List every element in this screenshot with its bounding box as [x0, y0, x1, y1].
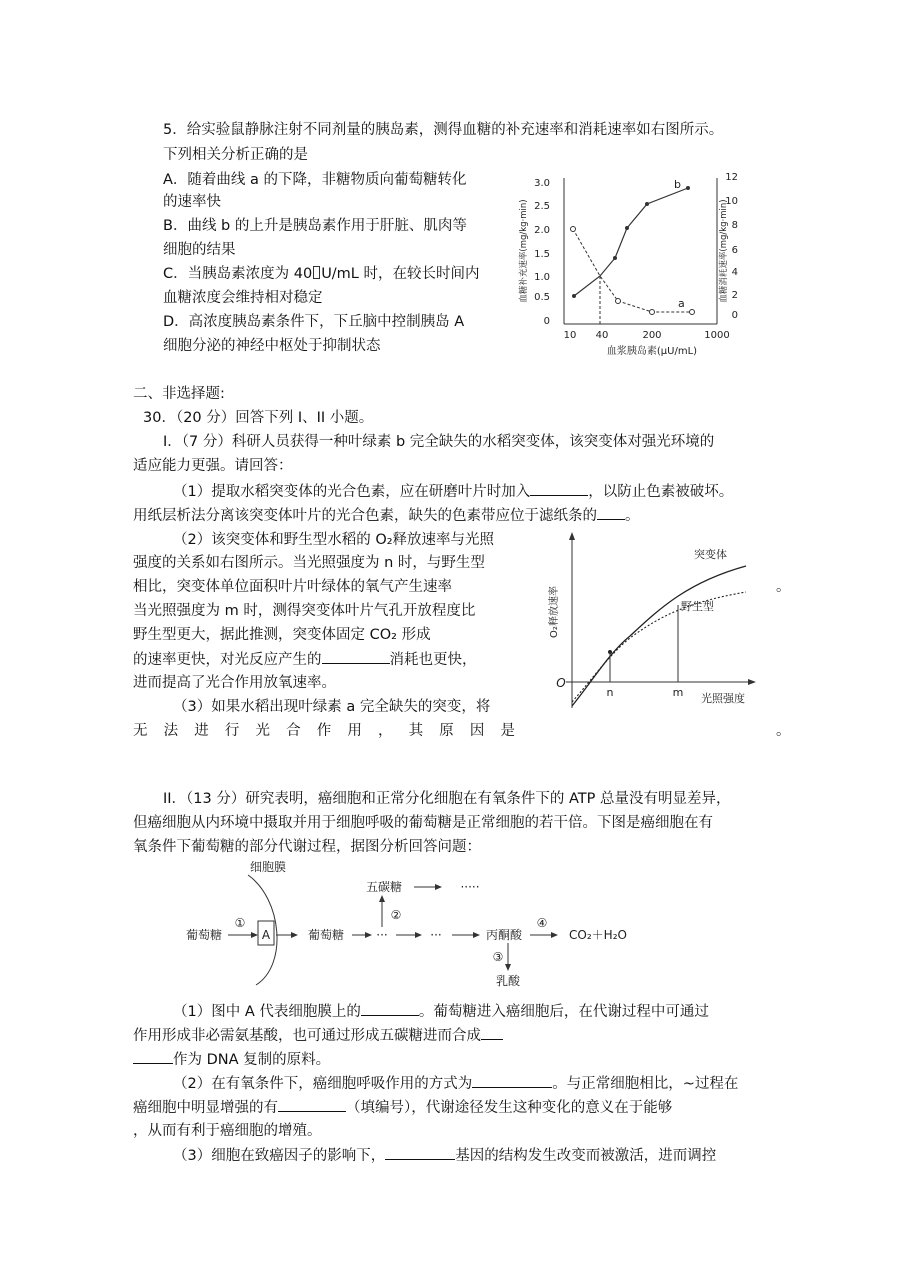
spaced-char: 因 — [469, 723, 485, 739]
arrowhead — [551, 932, 558, 938]
curve-a-point — [650, 310, 655, 315]
curve-a-point — [571, 227, 576, 232]
membrane-label: 细胞膜 — [249, 860, 287, 874]
answer-blank[interactable] — [385, 1145, 455, 1160]
y-axis-label: O₂释放速率 — [549, 586, 560, 638]
q30-i-part2-l1: （2）该突变体和野生型水稻的 O₂释放速率与光照 — [173, 532, 495, 548]
right-tick: 0 — [731, 310, 738, 321]
right-tick: 12 — [725, 172, 738, 183]
period-mark: 。 — [776, 723, 791, 739]
spaced-text — [133, 721, 515, 741]
spaced-char: 进 — [194, 723, 209, 739]
pentose-label: 五碳糖 — [365, 880, 403, 894]
dots-3: ····· — [460, 880, 480, 894]
n-label: n — [606, 686, 614, 699]
pathway-diagram — [170, 857, 690, 987]
o2-chart — [548, 530, 758, 720]
x-axis-label: 光照强度 — [701, 692, 745, 705]
q30-i-part3-l2 — [133, 721, 515, 741]
q30-ii-q1-l2 — [133, 1025, 503, 1046]
q30-i-part3-l1: （3）如果水稻出现叶绿素 a 完全缺失的突变，将 — [173, 699, 491, 715]
q5-option-c-cont: 血糖浓度会维持相对稳定 — [163, 290, 323, 306]
answer-blank[interactable] — [597, 505, 625, 520]
co2-water-label: CO₂＋H₂O — [569, 928, 627, 942]
right-tick: 8 — [731, 220, 738, 231]
x-tick: 10 — [563, 330, 577, 341]
step-1-label: ① — [234, 916, 246, 930]
lactate-label: 乳酸 — [495, 974, 521, 987]
answer-blank[interactable] — [472, 1073, 552, 1088]
glucose-outside: 葡萄糖 — [185, 928, 223, 942]
left-tick: 3.0 — [534, 178, 550, 189]
q1-text-d: 作为 DNA 复制的原料。 — [173, 1052, 331, 1068]
q30-ii-q2-l1 — [173, 1073, 738, 1094]
q30-i-part2-l6 — [133, 649, 477, 670]
q2-text-d: （填编号），代谢途径发生这种变化的意义在于能够 — [346, 1100, 673, 1116]
spaced-char: 其 — [408, 723, 424, 739]
spaced-char: 行 — [224, 723, 240, 739]
wild-type-curve — [572, 592, 746, 702]
spaced-char: ， — [378, 723, 393, 739]
answer-blank[interactable] — [133, 1049, 173, 1064]
insulin-chart — [512, 166, 752, 366]
right-tick: 6 — [731, 245, 738, 256]
curve-b-point — [572, 294, 576, 298]
x-tick: 200 — [642, 330, 662, 341]
part1-text-d: 。 — [625, 508, 640, 524]
q30-i-part2-l7: 进而提高了光合作用放氧速率。 — [133, 675, 336, 691]
part1-text-a: （1）提取水稻突变体的光合色素，应在研磨叶片时加入 — [173, 484, 531, 500]
curve-a-label: a — [678, 297, 685, 310]
pyruvate-label: 丙酮酸 — [485, 928, 523, 942]
section-title: 二、非选择题: — [133, 386, 225, 402]
step-2-label: ② — [390, 908, 402, 922]
right-axis-label: 血糖消耗速率(mg/kg·min) — [719, 199, 729, 303]
q2-text-a: （2）在有氧条件下，癌细胞呼吸作用的方式为 — [173, 1076, 473, 1092]
q5-option-b: B．曲线 b 的上升是胰岛素作用于肝脏、肌肉等 — [163, 218, 467, 234]
glucose-inside: 葡萄糖 — [307, 928, 345, 942]
q30-ii-q3-l1 — [173, 1145, 716, 1166]
answer-blank[interactable] — [530, 481, 588, 496]
curve-a-point — [616, 299, 621, 304]
q30-ii-head-l2: 但癌细胞从内环境中摄取并用于细胞呼吸的葡萄糖是正常细胞的若干倍。下图是癌细胞在有 — [133, 815, 713, 831]
arrowhead — [415, 932, 422, 938]
spaced-char: 作 — [316, 723, 332, 739]
y-axis-arrow — [569, 532, 575, 540]
q5-stem-line1: 5．给实验鼠静脉注射不同剂量的胰岛素，测得血糖的补充速率和消耗速率如右图所示。 — [163, 122, 724, 138]
x-tick: 1000 — [704, 330, 730, 341]
q5-option-a: A．随着曲线 a 的下降，非糖物质向葡萄糖转化 — [163, 172, 467, 188]
q30-i-part2-l5: 野生型更大，据此推测，突变体固定 CO₂ 形成 — [133, 627, 431, 643]
left-tick: 0 — [543, 316, 550, 327]
right-tick: 2 — [731, 290, 738, 301]
spaced-char: 无 — [133, 723, 148, 739]
q30-i-head-cont: 适应能力更强。请回答： — [133, 458, 293, 474]
arrowhead — [379, 895, 385, 902]
q30-ii-head-l3: 氧条件下葡萄糖的部分代谢过程，据图分析回答问题： — [133, 839, 481, 855]
curve-b-point — [625, 226, 629, 230]
mutant-label: 突变体 — [694, 548, 727, 561]
step-4-label: ④ — [536, 916, 548, 930]
missing-glyph-box — [313, 266, 320, 279]
x-axis-label: 血浆胰岛素(μU/mL) — [606, 346, 698, 357]
right-tick: 4 — [731, 267, 738, 278]
q5-option-c-part1: C．当胰岛素浓度为 40 — [163, 266, 313, 282]
arrowhead — [251, 932, 258, 938]
q5-stem-line2: 下列相关分析正确的是 — [163, 147, 308, 163]
q5-option-c-part2: U/mL 时，在较长时间内 — [321, 266, 480, 282]
spaced-char: 原 — [439, 723, 454, 739]
right-tick: 10 — [725, 196, 738, 207]
q5-option-c — [163, 264, 480, 284]
curve-b-point — [613, 256, 617, 260]
arrowhead — [291, 932, 298, 938]
m-label: m — [672, 686, 684, 699]
q30-i-head: I．（7 分）科研人员获得一种叶绿素 b 完全缺失的水稻突变体，该突变体对强光环境的 — [163, 434, 715, 450]
dots-1: ··· — [376, 928, 388, 942]
q3-text-b: 基因的结构发生改变而被激活，进而调控 — [455, 1148, 717, 1164]
left-tick: 1.5 — [534, 249, 550, 260]
q5-option-d-cont: 细胞分泌的神经中枢处于抑制状态 — [163, 338, 381, 354]
left-tick: 2.0 — [534, 225, 550, 236]
left-tick: 0.5 — [534, 292, 550, 303]
x-tick: 40 — [595, 330, 609, 341]
part2-text-b: 消耗也更快， — [389, 652, 477, 668]
arrowhead — [365, 932, 372, 938]
origin-label: O — [556, 676, 566, 690]
spaced-char: 光 — [255, 723, 270, 739]
answer-blank[interactable] — [361, 1001, 419, 1016]
part1-text-c: 用纸层析法分离该突变体叶片的光合色素，缺失的色素带应位于滤纸条的 — [133, 508, 597, 524]
spaced-char: 是 — [500, 723, 515, 739]
arrowhead — [505, 964, 511, 971]
answer-blank[interactable] — [481, 1025, 503, 1040]
curve-b-line — [574, 188, 688, 296]
wild-type-label: 野生型 — [681, 600, 714, 613]
dots-2: ··· — [430, 928, 442, 942]
q30-ii-q2-l2 — [133, 1097, 672, 1118]
curve-a-point — [690, 310, 695, 315]
arrowhead — [435, 884, 442, 890]
curve-b-label: b — [674, 178, 681, 191]
q30-i-part2-l4: 当光照强度为 m 时，测得突变体叶片气孔开放程度比 — [133, 603, 476, 619]
spaced-char: 合 — [286, 723, 301, 739]
q2-text-b: 。与正常细胞相比，~过程在 — [552, 1076, 739, 1092]
q5-option-a-cont: 的速率快 — [163, 194, 221, 210]
q30-ii-q2-l3: ，从而有利于癌细胞的增殖。 — [133, 1123, 322, 1139]
mutant-curve — [572, 566, 746, 706]
curve-a-line — [573, 229, 692, 312]
q1-text-b: 。葡萄糖进入癌细胞后，在代谢过程中可通过 — [418, 1004, 709, 1020]
spaced-char: 用 — [347, 723, 362, 739]
part1-text-b: ，以防止色素被破坏。 — [588, 484, 734, 500]
q30-head: 30．（20 分）回答下列 I、II 小题。 — [143, 410, 374, 426]
arrowhead — [473, 932, 480, 938]
spaced-char: 法 — [163, 723, 179, 739]
q1-text-c: 作用形成非必需氨基酸，也可通过形成五碳糖进而合成 — [133, 1028, 481, 1044]
q30-ii-q1-l1 — [173, 1001, 709, 1022]
q3-text-a: （3）细胞在致癌因子的影响下， — [173, 1148, 386, 1164]
answer-blank[interactable] — [322, 649, 390, 664]
q5-option-d: D．高浓度胰岛素条件下，下丘脑中控制胰岛 A — [163, 314, 465, 330]
part2-text-a: 的速率更快，对光反应产生的 — [133, 652, 322, 668]
q30-ii-q1-l3 — [133, 1049, 330, 1070]
left-tick: 2.5 — [534, 201, 550, 212]
q30-i-part2-l3: 相比，突变体单位面积叶片叶绿体的氧气产生速率 — [133, 579, 452, 595]
curve-b-point — [645, 202, 649, 206]
q30-i-part1 — [173, 481, 733, 502]
q5-option-b-cont: 细胞的结果 — [163, 242, 236, 258]
q30-ii-head: II．（13 分）研究表明，癌细胞和正常分化细胞在有氧条件下的 ATP 总量没有明显差异， — [163, 791, 731, 807]
q30-i-part1-cont — [133, 505, 640, 526]
left-tick: 1.0 — [534, 272, 550, 283]
transporter-a-label: A — [261, 928, 271, 942]
x-axis-arrow — [748, 679, 756, 685]
q2-text-c: 癌细胞中明显增强的有 — [133, 1100, 278, 1116]
curve-b-point — [686, 186, 690, 190]
period-mark: 。 — [776, 579, 791, 595]
q30-i-part2-l2: 强度的关系如右图所示。当光照强度为 n 时，与野生型 — [133, 555, 485, 571]
step-3-label: ③ — [492, 950, 504, 964]
answer-blank[interactable] — [278, 1097, 346, 1112]
left-axis-label: 血糖补充速率(mg/kg·min) — [519, 199, 529, 303]
q1-text-a: （1）图中 A 代表细胞膜上的 — [173, 1004, 361, 1020]
